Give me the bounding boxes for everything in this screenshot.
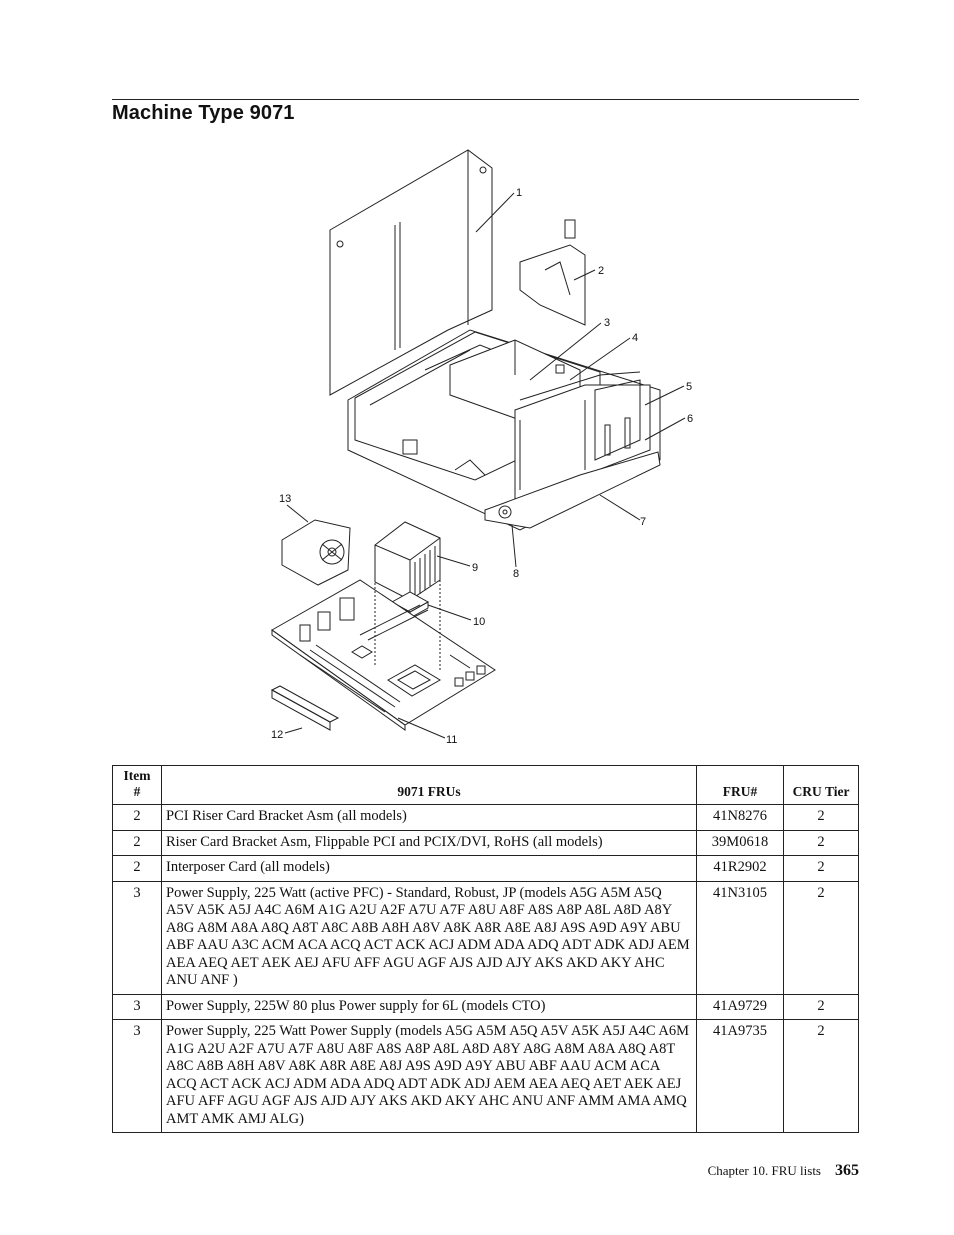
cell-fru: 41N3105 xyxy=(697,881,784,994)
callout-9: 9 xyxy=(472,562,479,574)
header-rule xyxy=(112,99,859,100)
cell-item: 2 xyxy=(113,856,162,882)
callout-8: 8 xyxy=(513,568,520,580)
callout-2: 2 xyxy=(598,265,605,277)
page-title: Machine Type 9071 xyxy=(112,102,295,124)
callout-6: 6 xyxy=(687,413,694,425)
cell-item: 3 xyxy=(113,881,162,994)
cell-item: 3 xyxy=(113,994,162,1020)
cell-fru: 41R2902 xyxy=(697,856,784,882)
table-header-row xyxy=(113,766,859,805)
cell-fru: 41N8276 xyxy=(697,805,784,831)
table-row xyxy=(113,856,859,882)
cell-description: Power Supply, 225 Watt (active PFC) - Standard, Robust, JP (models A5G A5M A5Q A5V A5K A5J A4C A6M A1G A2U A2F A7U A7F A8U A8F A8S A8P A8L A8D A8Y A8G A8M A8A A8Q A8T A8C A8B A8H A8V A8K A8R A8E A8J A9S A9D A9Y ABU ABF AAU A3C ACM ACA ACQ ACT ACK ACJ ADM ADA ADQ ADT ADK ADJ AEM AEA AEQ AET AEK AEJ AFU AFF AGU AGF AJS AJD AJY AKS AKD AKY AHC ANU ANF ) xyxy=(162,881,697,994)
header-item: Item # xyxy=(113,766,162,805)
footer-chapter: Chapter 10. FRU lists xyxy=(707,1163,821,1178)
callout-13: 13 xyxy=(279,493,292,505)
cell-tier: 2 xyxy=(784,1020,859,1133)
table-row xyxy=(113,1020,859,1133)
riser-bracket-part xyxy=(520,220,585,325)
cell-description: PCI Riser Card Bracket Asm (all models) xyxy=(162,805,697,831)
page-number: 365 xyxy=(835,1162,859,1179)
callout-11: 11 xyxy=(446,734,458,745)
cell-description: Riser Card Bracket Asm, Flippable PCI and PCIX/DVI, RoHS (all models) xyxy=(162,830,697,856)
cell-description: Interposer Card (all models) xyxy=(162,856,697,882)
table-row xyxy=(113,830,859,856)
callout-7: 7 xyxy=(640,516,647,528)
callout-5: 5 xyxy=(686,381,693,393)
callout-3: 3 xyxy=(604,317,611,329)
table-row xyxy=(113,805,859,831)
memory-module-part xyxy=(272,686,338,730)
cell-fru: 39M0618 xyxy=(697,830,784,856)
callout-1: 1 xyxy=(516,187,523,199)
cell-item: 2 xyxy=(113,805,162,831)
table-row xyxy=(113,881,859,994)
exploded-view-figure xyxy=(262,145,702,745)
fru-table xyxy=(112,765,859,1133)
cell-tier: 2 xyxy=(784,805,859,831)
callout-4: 4 xyxy=(632,332,639,344)
fan-part xyxy=(282,520,350,585)
cell-description: Power Supply, 225W 80 plus Power supply for 6L (models CTO) xyxy=(162,994,697,1020)
cell-fru: 41A9729 xyxy=(697,994,784,1020)
cell-tier: 2 xyxy=(784,881,859,994)
header-frus: 9071 FRUs xyxy=(162,766,697,805)
table-row xyxy=(113,994,859,1020)
cell-tier: 2 xyxy=(784,830,859,856)
heatsink-part xyxy=(375,522,440,600)
cell-tier: 2 xyxy=(784,856,859,882)
cell-description: Power Supply, 225 Watt Power Supply (models A5G A5M A5Q A5V A5K A5J A4C A6M A1G A2U A2F A7U A7F A8U A8F A8S A8P A8L A8D A8Y A8G A8M A8A A8Q A8T A8C A8B A8H A8V A8K A8R A8E A8J A9S A9D A9Y ABU ABF AAU ACM ACA ACQ ACT ACK ACJ ADM ADA ADQ ADT ADK ADJ AEM AEA AEQ AET AEK AEJ AFU AFF AGU AGF AJS AJD AJY AKS AKD AKY AHC ANU ANF AMM AMA AMQ AMT AMK AMJ ALG) xyxy=(162,1020,697,1133)
callout-12: 12 xyxy=(271,729,284,741)
cell-item: 3 xyxy=(113,1020,162,1133)
header-cru-tier: CRU Tier xyxy=(784,766,859,805)
header-fru-number: FRU# xyxy=(697,766,784,805)
callout-10: 10 xyxy=(473,616,486,628)
cell-tier: 2 xyxy=(784,994,859,1020)
page-footer xyxy=(708,1162,859,1180)
cell-item: 2 xyxy=(113,830,162,856)
cell-fru: 41A9735 xyxy=(697,1020,784,1133)
